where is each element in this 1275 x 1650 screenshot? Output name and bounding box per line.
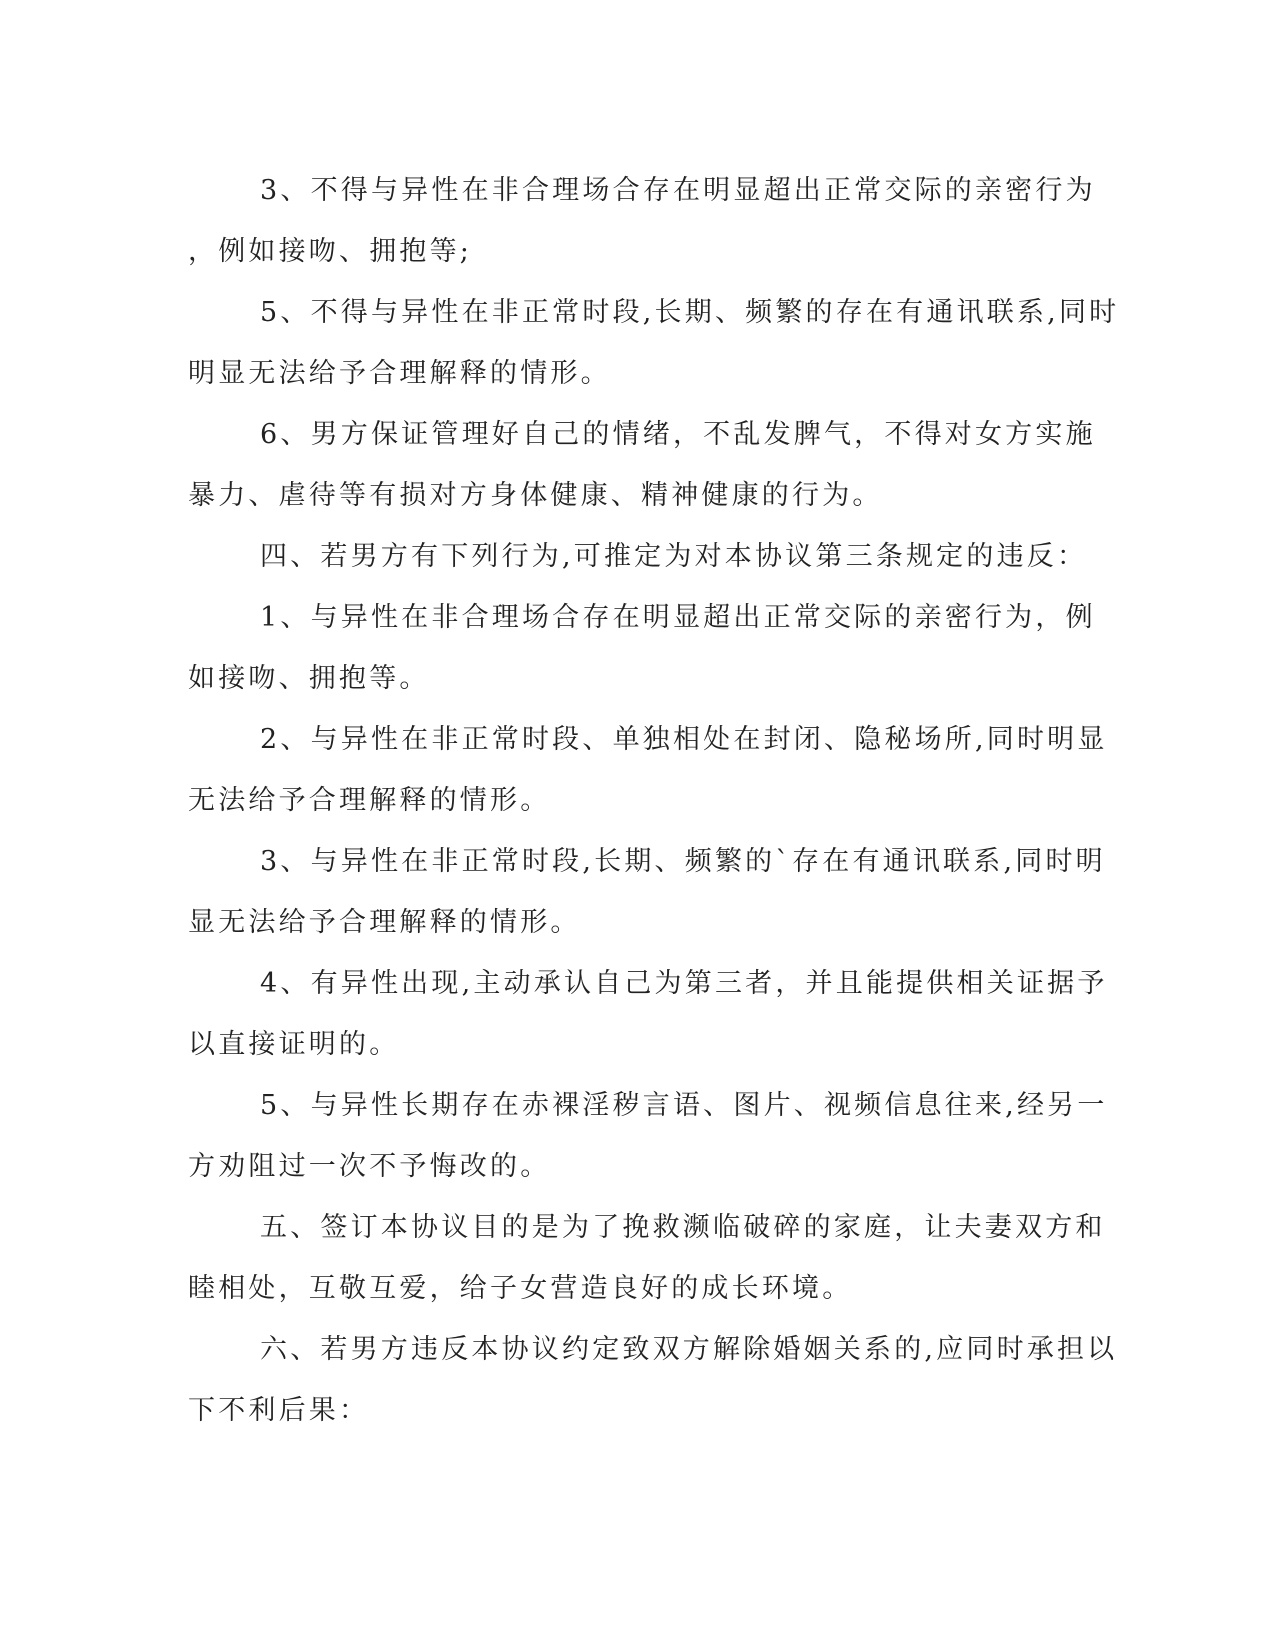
text-line: 5、与异性长期存在赤裸淫秽言语、图片、视频信息往来,经另一 [260, 1090, 1108, 1121]
text-line: 显无法给予合理解释的情形。 [188, 907, 581, 938]
text-line: 方劝阻过一次不予悔改的。 [188, 1151, 551, 1182]
text-line: 四、若男方有下列行为,可推定为对本协议第三条规定的违反： [260, 541, 1088, 572]
text-line: 以直接证明的。 [188, 1029, 400, 1060]
text-line: 4、有异性出现,主动承认自己为第三者，并且能提供相关证据予 [260, 968, 1108, 999]
text-line: 5、不得与异性在非正常时段,长期、频繁的存在有通讯联系,同时 [260, 297, 1120, 328]
text-line: 3、不得与异性在非合理场合存在明显超出正常交际的亲密行为 [260, 175, 1096, 206]
text-line: 下不利后果： [188, 1395, 370, 1426]
text-line: ，例如接吻、拥抱等; [188, 236, 473, 267]
text-line: 3、与异性在非正常时段,长期、频繁的`存在有通讯联系,同时明 [260, 846, 1106, 877]
text-line: 睦相处，互敬互爱，给子女营造良好的成长环境。 [188, 1273, 853, 1304]
text-line: 五、签订本协议目的是为了挽救濒临破碎的家庭，让夫妻双方和 [260, 1212, 1106, 1243]
text-line: 如接吻、拥抱等。 [188, 663, 430, 694]
text-line: 无法给予合理解释的情形。 [188, 785, 551, 816]
text-line: 明显无法给予合理解释的情形。 [188, 358, 611, 389]
document-body [188, 160, 1120, 1441]
text-line: 6、男方保证管理好自己的情绪，不乱发脾气，不得对女方实施 [260, 419, 1096, 450]
text-line: 2、与异性在非正常时段、单独相处在封闭、隐秘场所,同时明显 [260, 724, 1108, 755]
text-line: 六、若男方违反本协议约定致双方解除婚姻关系的,应同时承担以 [260, 1334, 1118, 1365]
text-line: 暴力、虐待等有损对方身体健康、精神健康的行为。 [188, 480, 883, 511]
text-line: 1、与异性在非合理场合存在明显超出正常交际的亲密行为，例 [260, 602, 1096, 633]
